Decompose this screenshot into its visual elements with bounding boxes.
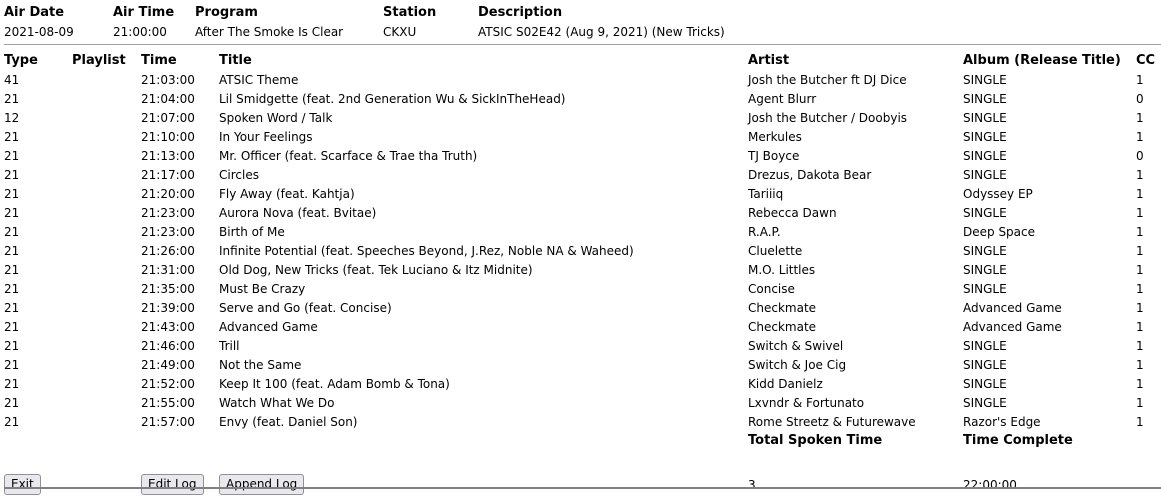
- type-cell: 21: [4, 263, 20, 277]
- title-cell: Not the Same: [219, 358, 302, 372]
- table-row: [0, 318, 1161, 337]
- album-cell: SINGLE: [963, 339, 1007, 353]
- album-cell: SINGLE: [963, 263, 1007, 277]
- time-cell: 21:52:00: [141, 377, 195, 391]
- time-cell: 21:10:00: [141, 130, 195, 144]
- title-cell: Old Dog, New Tricks (feat. Tek Luciano & Itz Midnite): [219, 263, 533, 277]
- title-cell: Fly Away (feat. Kahtja): [219, 187, 355, 201]
- type-cell: 21: [4, 206, 20, 220]
- table-row: [0, 185, 1161, 204]
- footer-divider: [4, 487, 1161, 489]
- cc-cell: 1: [1136, 111, 1144, 125]
- cc-cell: 1: [1136, 206, 1144, 220]
- type-cell: 21: [4, 244, 20, 258]
- cc-cell: 1: [1136, 263, 1144, 277]
- time-cell: 21:07:00: [141, 111, 195, 125]
- type-cell: 41: [4, 73, 20, 87]
- type-cell: 21: [4, 282, 20, 296]
- time-cell: 21:57:00: [141, 415, 195, 429]
- type-cell: 21: [4, 415, 20, 429]
- air-time-value: 21:00:00: [113, 25, 167, 39]
- title-cell: Must Be Crazy: [219, 282, 306, 296]
- table-row: [0, 299, 1161, 318]
- time-cell: 21:39:00: [141, 301, 195, 315]
- air-date-value: 2021-08-09: [4, 25, 74, 39]
- type-cell: 12: [4, 111, 20, 125]
- artist-column-header: Artist: [748, 53, 790, 68]
- cc-cell: 1: [1136, 282, 1144, 296]
- cc-cell: 1: [1136, 225, 1144, 239]
- album-cell: SINGLE: [963, 282, 1007, 296]
- cc-cell: 1: [1136, 320, 1144, 334]
- type-cell: 21: [4, 358, 20, 372]
- title-cell: Infinite Potential (feat. Speeches Beyond, J.Rez, Noble NA & Waheed): [219, 244, 634, 258]
- artist-cell: Merkules: [748, 130, 802, 144]
- type-column-header: Type: [4, 53, 38, 68]
- table-row: [0, 204, 1161, 223]
- cc-cell: 1: [1136, 339, 1144, 353]
- cc-cell: 1: [1136, 377, 1144, 391]
- time-cell: 21:17:00: [141, 168, 195, 182]
- time-cell: 21:43:00: [141, 320, 195, 334]
- title-cell: Circles: [219, 168, 259, 182]
- artist-cell: Switch & Joe Cig: [748, 358, 847, 372]
- time-cell: 21:46:00: [141, 339, 195, 353]
- artist-cell: Agent Blurr: [748, 92, 817, 106]
- table-row: [0, 147, 1161, 166]
- artist-cell: Rebecca Dawn: [748, 206, 837, 220]
- artist-cell: Concise: [748, 282, 795, 296]
- table-row: [0, 166, 1161, 185]
- table-row: [0, 242, 1161, 261]
- type-cell: 21: [4, 339, 20, 353]
- type-cell: 21: [4, 396, 20, 410]
- title-cell: ATSIC Theme: [219, 73, 299, 87]
- type-cell: 21: [4, 301, 20, 315]
- cc-cell: 1: [1136, 396, 1144, 410]
- artist-cell: Cluelette: [748, 244, 803, 258]
- type-cell: 21: [4, 225, 20, 239]
- album-column-header: Album (Release Title): [963, 53, 1121, 68]
- header-values-row: [0, 23, 1161, 42]
- cc-column-header: CC: [1136, 53, 1156, 68]
- album-cell: SINGLE: [963, 244, 1007, 258]
- log-column-headers: [0, 51, 1161, 71]
- type-cell: 21: [4, 168, 20, 182]
- exit-button[interactable]: Exit: [4, 474, 41, 495]
- type-cell: 21: [4, 149, 20, 163]
- title-cell: Keep It 100 (feat. Adam Bomb & Tona): [219, 377, 450, 391]
- album-cell: Advanced Game: [963, 320, 1062, 334]
- cc-cell: 1: [1136, 358, 1144, 372]
- cc-cell: 1: [1136, 244, 1144, 258]
- artist-cell: Checkmate: [748, 301, 817, 315]
- time-column-header: Time: [141, 53, 177, 68]
- title-cell: Watch What We Do: [219, 396, 335, 410]
- time-cell: 21:13:00: [141, 149, 195, 163]
- program-label: Program: [195, 5, 258, 20]
- album-cell: SINGLE: [963, 111, 1007, 125]
- air-date-label: Air Date: [4, 5, 65, 20]
- cc-cell: 1: [1136, 187, 1144, 201]
- time-cell: 21:31:00: [141, 263, 195, 277]
- time-complete-value: 22:00:00: [963, 478, 1017, 492]
- time-cell: 21:23:00: [141, 206, 195, 220]
- artist-cell: Tariiiq: [748, 187, 784, 201]
- album-cell: SINGLE: [963, 149, 1007, 163]
- header-labels-row: [0, 3, 1161, 23]
- type-cell: 21: [4, 130, 20, 144]
- table-row: [0, 71, 1161, 90]
- table-row: [0, 280, 1161, 299]
- description-label: Description: [478, 5, 563, 20]
- time-cell: 21:35:00: [141, 282, 195, 296]
- title-cell: In Your Feelings: [219, 130, 313, 144]
- type-cell: 21: [4, 187, 20, 201]
- cc-cell: 0: [1136, 149, 1144, 163]
- artist-cell: Checkmate: [748, 320, 817, 334]
- table-row: [0, 90, 1161, 109]
- table-row: [0, 375, 1161, 394]
- album-cell: SINGLE: [963, 92, 1007, 106]
- log-table: [0, 51, 1161, 432]
- table-row: [0, 413, 1161, 432]
- description-value: ATSIC S02E42 (Aug 9, 2021) (New Tricks): [478, 25, 725, 39]
- log-rows: [0, 71, 1161, 432]
- cc-cell: 1: [1136, 168, 1144, 182]
- type-cell: 21: [4, 92, 20, 106]
- table-row: [0, 394, 1161, 413]
- title-cell: Spoken Word / Talk: [219, 111, 333, 125]
- type-cell: 21: [4, 377, 20, 391]
- time-cell: 21:04:00: [141, 92, 195, 106]
- title-cell: Envy (feat. Daniel Son): [219, 415, 358, 429]
- header-divider: [4, 44, 1161, 45]
- album-cell: SINGLE: [963, 358, 1007, 372]
- album-cell: SINGLE: [963, 377, 1007, 391]
- title-cell: Advanced Game: [219, 320, 318, 334]
- total-spoken-time-label: Total Spoken Time: [748, 433, 883, 448]
- station-label: Station: [383, 5, 437, 20]
- station-value: CKXU: [383, 25, 417, 39]
- time-cell: 21:55:00: [141, 396, 195, 410]
- playlist-column-header: Playlist: [72, 53, 126, 68]
- title-column-header: Title: [219, 53, 252, 68]
- cc-cell: 0: [1136, 92, 1144, 106]
- time-cell: 21:23:00: [141, 225, 195, 239]
- type-cell: 21: [4, 320, 20, 334]
- time-cell: 21:49:00: [141, 358, 195, 372]
- footer-labels-row: [0, 431, 1161, 451]
- time-cell: 21:20:00: [141, 187, 195, 201]
- table-row: [0, 356, 1161, 375]
- album-cell: SINGLE: [963, 130, 1007, 144]
- air-time-label: Air Time: [113, 5, 175, 20]
- edit-log-button[interactable]: Edit Log: [141, 474, 204, 495]
- artist-cell: Josh the Butcher ft DJ Dice: [748, 73, 907, 87]
- album-cell: SINGLE: [963, 206, 1007, 220]
- artist-cell: Lxvndr & Fortunato: [748, 396, 865, 410]
- artist-cell: Kidd Danielz: [748, 377, 823, 391]
- cc-cell: 1: [1136, 130, 1144, 144]
- album-cell: SINGLE: [963, 396, 1007, 410]
- table-row: [0, 223, 1161, 242]
- time-cell: 21:26:00: [141, 244, 195, 258]
- album-cell: Razor's Edge: [963, 415, 1041, 429]
- append-log-button[interactable]: Append Log: [219, 474, 304, 495]
- title-cell: Birth of Me: [219, 225, 285, 239]
- table-row: [0, 109, 1161, 128]
- title-cell: Mr. Officer (feat. Scarface & Trae tha Truth): [219, 149, 478, 163]
- album-cell: SINGLE: [963, 168, 1007, 182]
- album-cell: Advanced Game: [963, 301, 1062, 315]
- time-cell: 21:03:00: [141, 73, 195, 87]
- table-row: [0, 128, 1161, 147]
- table-row: [0, 337, 1161, 356]
- cc-cell: 1: [1136, 73, 1144, 87]
- footer-actions-row: [0, 473, 1161, 497]
- total-spoken-time-value: 3: [748, 478, 756, 492]
- album-cell: Deep Space: [963, 225, 1036, 239]
- log-header: [0, 3, 1161, 42]
- log-footer: [0, 431, 1161, 492]
- album-cell: Odyssey EP: [963, 187, 1033, 201]
- table-row: [0, 261, 1161, 280]
- artist-cell: Switch & Swivel: [748, 339, 844, 353]
- artist-cell: TJ Boyce: [748, 149, 800, 163]
- title-cell: Lil Smidgette (feat. 2nd Generation Wu & SickInTheHead): [219, 92, 566, 106]
- cc-cell: 1: [1136, 301, 1144, 315]
- album-cell: SINGLE: [963, 73, 1007, 87]
- artist-cell: Josh the Butcher / Doobyis: [748, 111, 908, 125]
- title-cell: Serve and Go (feat. Concise): [219, 301, 392, 315]
- artist-cell: Rome Streetz & Futurewave: [748, 415, 916, 429]
- cc-cell: 1: [1136, 415, 1144, 429]
- artist-cell: Drezus, Dakota Bear: [748, 168, 872, 182]
- artist-cell: M.O. Littles: [748, 263, 816, 277]
- artist-cell: R.A.P.: [748, 225, 781, 239]
- title-cell: Aurora Nova (feat. Bvitae): [219, 206, 377, 220]
- program-value: After The Smoke Is Clear: [195, 25, 344, 39]
- time-complete-label: Time Complete: [963, 433, 1073, 448]
- title-cell: Trill: [219, 339, 240, 353]
